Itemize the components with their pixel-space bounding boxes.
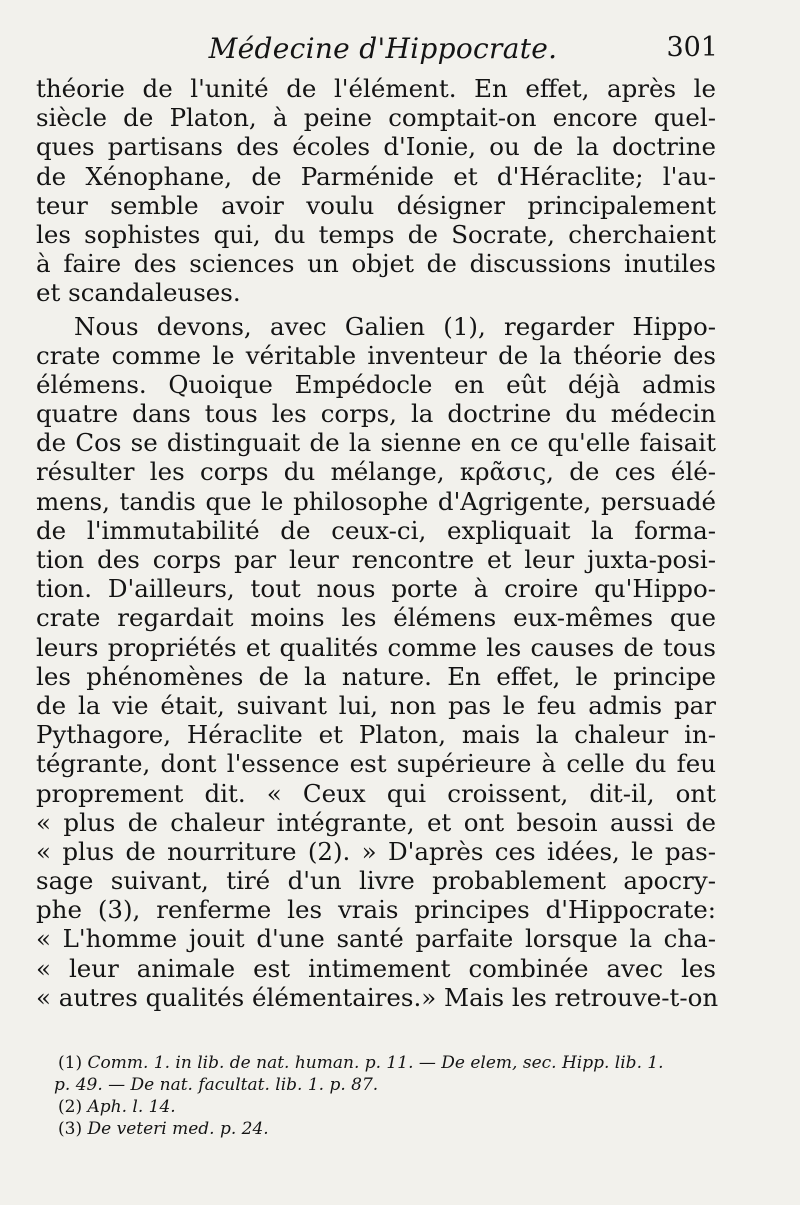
footnote-number: (3) <box>58 1119 83 1139</box>
text-line: résulter les corps du mélange, κρᾶσις, de ces élé- <box>36 457 716 487</box>
text-line: Nous devons, avec Galien (1), regarder Hippo- <box>74 311 716 341</box>
text-line: leurs propriétés et qualités comme les causes de tous <box>36 632 716 662</box>
text-line: de la vie était, suivant lui, non pas le feu admis par <box>36 690 716 720</box>
text-line: siècle de Platon, à peine comptait-on encore quel- <box>36 103 716 133</box>
text-line: Pythagore, Héraclite et Platon, mais la chaleur in- <box>36 720 716 750</box>
footnote-number: (2) <box>58 1097 83 1117</box>
text-line: ques partisans des écoles d'Ionie, ou de la doctrine <box>36 132 716 162</box>
text-line: crate regardait moins les élémens eux-mêmes que <box>36 603 716 633</box>
text-line: « leur animale est intimement combinée avec les <box>36 953 716 983</box>
text-line: crate comme le véritable inventeur de la théorie des <box>36 340 716 370</box>
text-line: proprement dit. « Ceux qui croissent, dit-il, ont <box>36 778 716 808</box>
text-line: et scandaleuses. <box>36 278 241 308</box>
footnote <box>58 1096 718 1118</box>
footnotes <box>54 1052 718 1140</box>
text-line: « plus de chaleur intégrante, et ont besoin aussi de <box>36 807 716 837</box>
text-line: élémens. Quoique Empédocle en eût déjà admis <box>36 369 716 399</box>
text-line: théorie de l'unité de l'élément. En effet, après le <box>36 74 716 103</box>
text-line: de Xénophane, de Parménide et d'Héraclite; l'au- <box>36 161 716 191</box>
text-line: tion des corps par leur rencontre et leur juxta-posi- <box>36 545 716 574</box>
footnote-text: Aph. l. 14. <box>87 1097 176 1117</box>
text-line: sage suivant, tiré d'un livre probablement apocry- <box>36 866 716 896</box>
page-header <box>48 32 718 72</box>
text-line: de Cos se distinguait de la sienne en ce qu'elle faisait <box>36 428 716 458</box>
text-line: « autres qualités élémentaires.» Mais les retrouve-t-on <box>36 982 719 1012</box>
running-title: Médecine d'Hippocrate. <box>208 32 558 65</box>
text-line: tion. D'ailleurs, tout nous porte à croire qu'Hippo- <box>36 574 716 604</box>
text-line: teur semble avoir voulu désigner principalement <box>36 190 716 220</box>
text-line: à faire des sciences un objet de discussions inutiles <box>36 249 716 279</box>
text-line: quatre dans tous les corps, la doctrine du médecin <box>36 399 716 429</box>
text-line: phe (3), renferme les vrais principes d'Hippocrate: <box>36 895 716 925</box>
footnote-text: Comm. 1. in lib. de nat. human. p. 11. — De elem, sec. Hipp. lib. 1. <box>87 1053 664 1073</box>
text-line: « L'homme jouit d'une santé parfaite lorsque la cha- <box>36 924 716 954</box>
text-line: les sophistes qui, du temps de Socrate, cherchaient <box>36 219 716 249</box>
footnote <box>54 1074 718 1096</box>
text-line: les phénomènes de la nature. En effet, le principe <box>36 661 716 691</box>
paragraph <box>36 311 719 1013</box>
footnote <box>58 1118 718 1140</box>
body-text <box>36 74 719 1012</box>
text-line: de l'immutabilité de ceux-ci, expliquait la forma- <box>36 515 716 545</box>
text-line: « plus de nourriture (2). » D'après ces idées, le pas- <box>36 836 716 866</box>
page-number: 301 <box>666 32 718 63</box>
footnote-text: p. 49. — De nat. facultat. lib. 1. p. 87. <box>54 1075 379 1095</box>
paragraph <box>36 74 716 308</box>
text-line: mens, tandis que le philosophe d'Agrigente, persuadé <box>36 486 716 516</box>
text-line: tégrante, dont l'essence est supérieure à celle du feu <box>36 749 716 779</box>
footnote-number: (1) <box>58 1053 83 1073</box>
footnote-text: De veteri med. p. 24. <box>87 1119 269 1139</box>
footnote <box>58 1052 718 1074</box>
